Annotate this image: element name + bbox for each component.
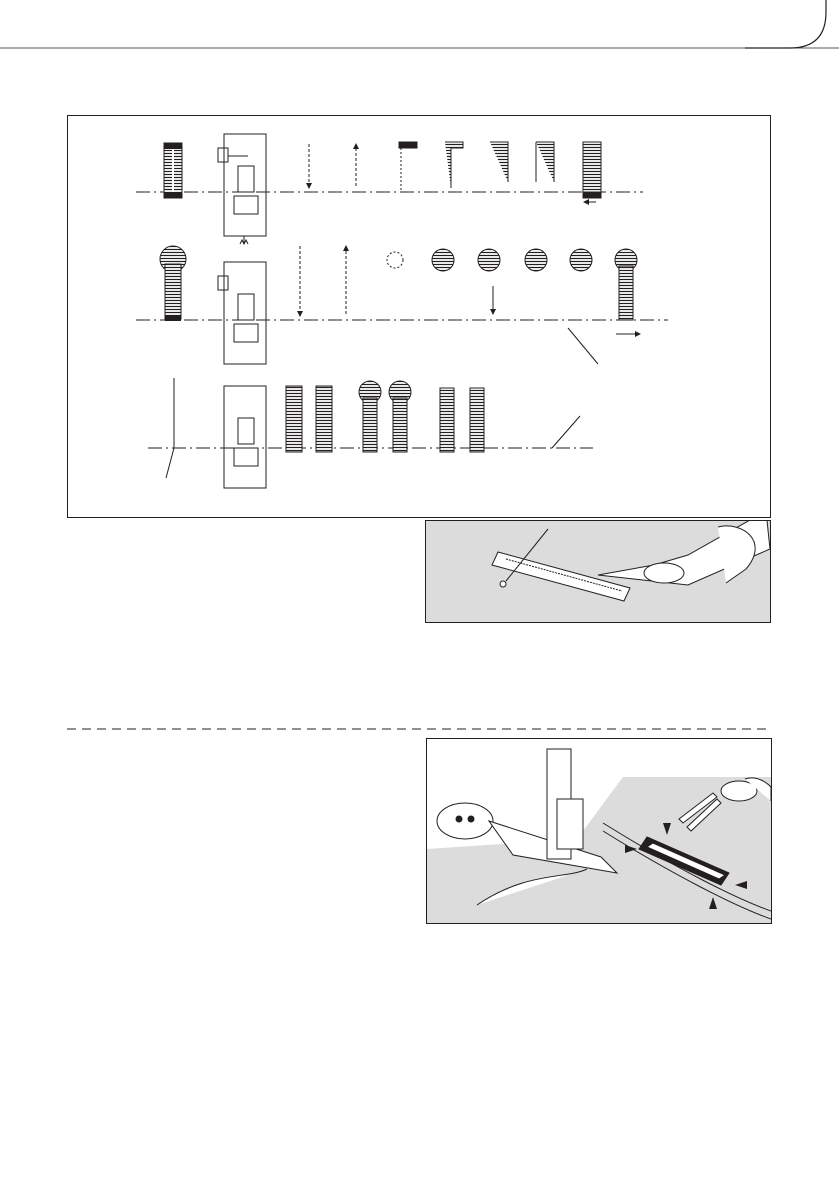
page-cut-mark <box>0 0 839 80</box>
corded-buttonhole-svg <box>427 739 771 923</box>
seam-ripper-svg <box>426 521 770 622</box>
section-divider <box>67 728 771 730</box>
square-buttonhole-icon <box>164 143 182 198</box>
buttonhole-samples-row3 <box>286 381 580 452</box>
keyhole-buttonhole-icon <box>160 246 186 321</box>
buttonhole-sequence-svg <box>68 116 770 517</box>
seam-ripper-illustration <box>425 520 771 623</box>
step-arrows-row1 <box>309 142 601 202</box>
presser-foot-icon <box>224 386 266 488</box>
presser-foot-icon <box>218 262 266 364</box>
step-arrows-row2 <box>300 246 638 364</box>
buttonhole-sequence-diagram <box>67 115 771 518</box>
corded-buttonhole-illustration <box>426 738 772 924</box>
presser-foot-icon <box>218 134 266 244</box>
